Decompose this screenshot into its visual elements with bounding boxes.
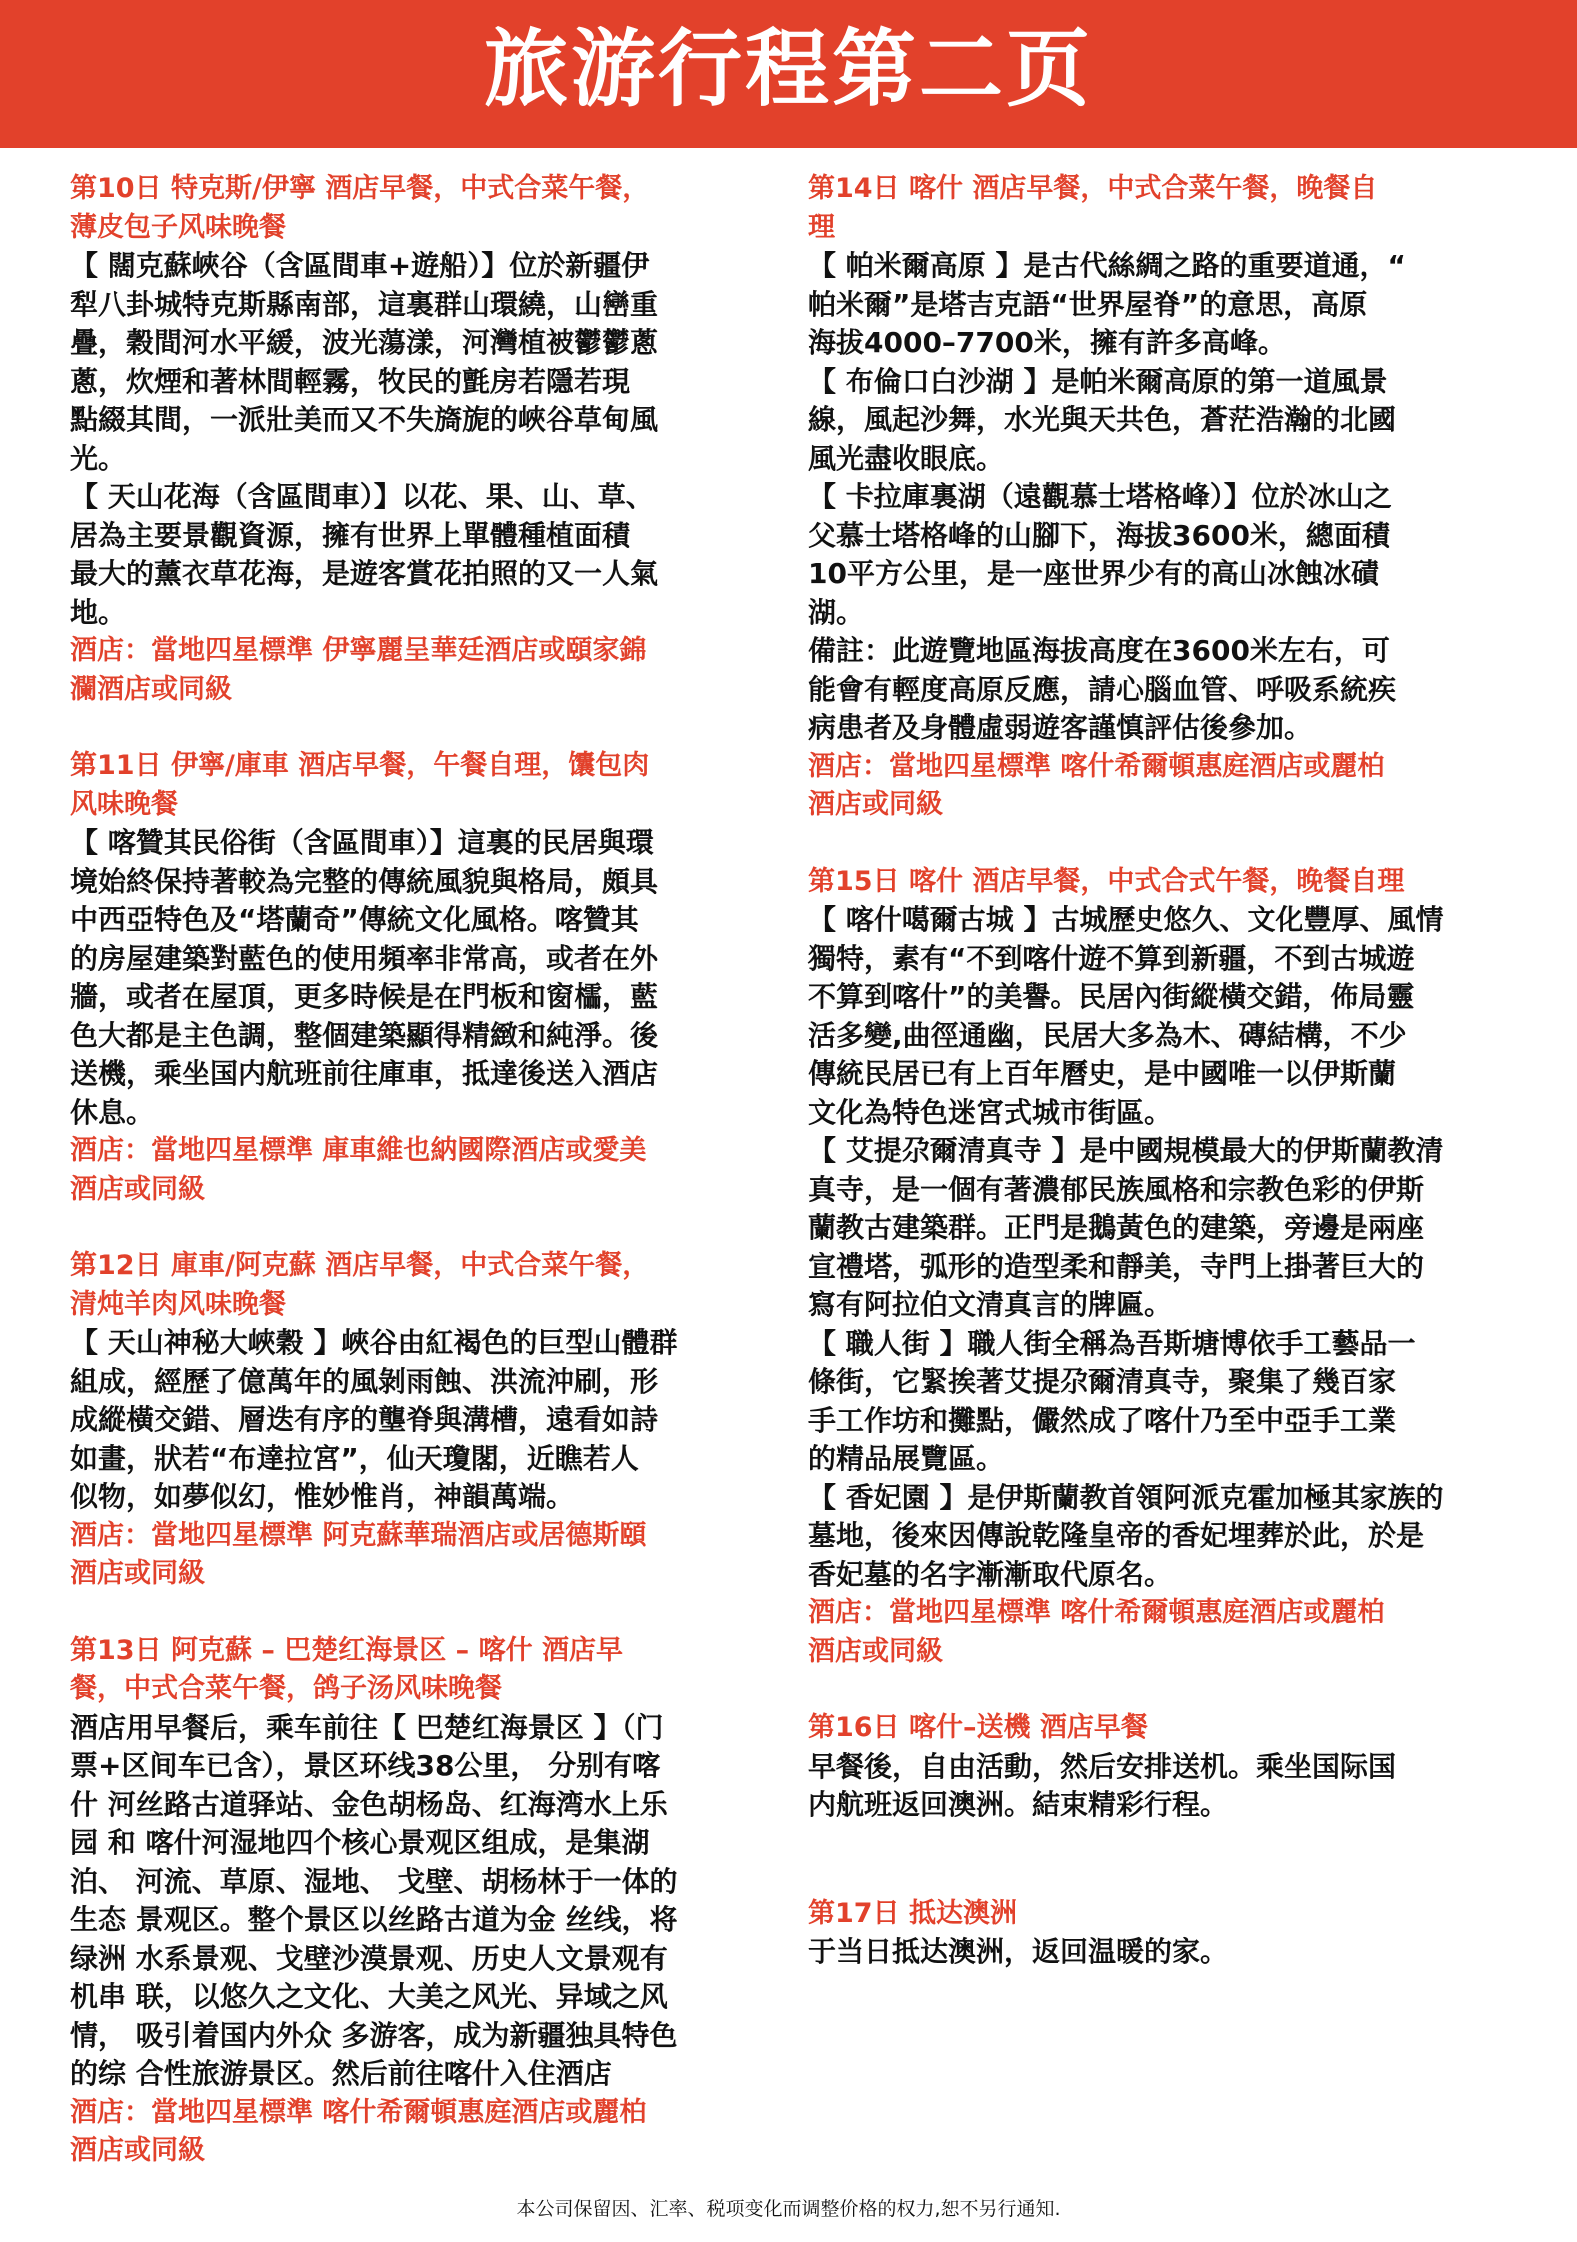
day-10-hotel: 酒店：當地四星標準 伊寧麗呈華廷酒店或頤家錦 瀾酒店或同級 [70,635,647,705]
day-14-para-4: 備註：此遊覽地區海拔高度在3600米左右，可 能會有輕度高原反應，請心腦血管、呼吸系統疾 病患者及身體虛弱遊客謹慎評估後參加。 [808,634,1397,744]
day-10-para-1: 【 闊克蘇峽谷（含區間車+遊船）】位於新疆伊 犁八卦城特克斯縣南部，這裏群山環繞，山巒重 疊，穀間河水平緩，波光蕩漾，河灣植被鬱鬱蔥 蔥，炊煙和著林間輕霧，牧民的氈房若隱若現 點綴其間，一派壯美而又不失旖旎的峽谷草甸風 光。 [70,249,659,475]
day-14-para-1: 【 帕米爾高原 】是古代絲綢之路的重要道通，“ 帕米爾”是塔吉克語“世界屋脊”的意思，高原 海拔4000–7700米，擁有許多高峰。 [808,249,1406,359]
day-15-para-4: 【 香妃園 】是伊斯蘭教首領阿派克霍加極其家族的 墓地，後來因傳說乾隆皇帝的香妃埋葬於此，於是 香妃墓的名字漸漸取代原名。 [808,1480,1444,1591]
day-12-heading: 第12日 庫車/阿克蘇 酒店早餐，中式合菜午餐， 清炖羊肉风味晚餐 [70,1250,650,1320]
day-15-heading: 第15日 喀什 酒店早餐，中式合式午餐，晚餐自理 [808,865,1405,897]
day-15-hotel: 酒店：當地四星標準 喀什希爾頓惠庭酒店或麗柏 酒店或同級 [808,1597,1385,1667]
day-12-hotel: 酒店：當地四星標準 阿克蘇華瑞酒店或居德斯頤 酒店或同級 [70,1519,647,1589]
day-15-para-2: 【 艾提尕爾清真寺 】是中國規模最大的伊斯蘭教清 真寺，是一個有著濃郁民族風格和宗教色彩的伊斯 蘭教古建築群。正門是鵝黃色的建築，旁邊是兩座 宣禮塔，弧形的造型柔和靜美，寺門上掛著巨大的 寫有阿拉伯文清真言的牌匾。 [808,1134,1444,1321]
day-17-para-1: 于当日抵达澳洲，返回温暖的家。 [808,1935,1229,1968]
page-title: 旅游行程第二页 [483,20,1093,118]
day-11-para-1: 【 喀贊其民俗街（含區間車）】這裏的民居與環 境始終保持著較為完整的傳統風貌與格局，頗具 中西亞特色及“塔蘭奇”傳統文化風格。喀贊其 的房屋建築對藍色的使用頻率非常高，或者在外 牆，或者在屋頂，更多時候是在門板和窗櫺，藍 色大都是主色調，整個建築顯得精緻和純淨。後 送機，乘坐国内航班前往庫車，抵達後送入酒店 休息。 [70,826,659,1129]
day-15-para-3: 【 職人街 】職人街全稱為吾斯塘博依手工藝品一 條街，它緊挨著艾提尕爾清真寺，聚集了幾百家 手工作坊和攤點，儼然成了喀什乃至中亞手工業 的精品展覽區。 [808,1326,1416,1475]
day-10-section [70,170,770,709]
day-15-para-1: 【 喀什噶爾古城 】古城歷史悠久、文化豐厚、風情 獨特，素有“不到喀什遊不算到新疆，不到古城遊 不算到喀什”的美譽。民居內街縱橫交錯，佈局靈 活多變,曲徑通幽，民居大多為木、磚結構，不少 傳統民居已有上百年曆史，是中國唯一以伊斯蘭 文化為特色迷宮式城市街區。 [808,903,1444,1129]
day-16-para-1: 早餐後，自由活動，然后安排送机。乘坐国际国 内航班返回澳洲。結束精彩行程。 [808,1749,1397,1821]
left-column [70,170,770,2209]
day-14-section [808,170,1514,825]
day-14-para-3: 【 卡拉庫裏湖（遠觀慕士塔格峰）】位於冰山之 父慕士塔格峰的山腳下，海拔3600米，總面積 10平方公里，是一座世界少有的高山冰蝕冰磧 湖。 [808,480,1392,629]
day-13-heading: 第13日 阿克蘇 – 巴楚红海景区 – 喀什 酒店早 餐，中式合菜午餐，鸽子汤风味晚餐 [70,1634,623,1704]
day-14-heading: 第14日 喀什 酒店早餐，中式合菜午餐，晚餐自 理 [808,173,1378,243]
day-16-section [808,1709,1514,1825]
title-banner [0,0,1577,148]
right-column [808,170,1514,2010]
day-13-para-1: 酒店用早餐后，乘车前往【 巴楚红海景区 】（门 票+区间车已含），景区环线38公里， 分别有喀 什 河丝路古道驿站、金色胡杨岛、红海湾水上乐 园 和 喀什河湿地四个核心景观区组成，是集湖 泊、 河流、草原、湿地、 戈壁、胡杨林于一体的 生态 景观区。整个景区以丝路古道为金 丝线，将 绿洲 水系景观、戈壁沙漠景观、历史人文景观有 机串 联，以悠久之文化、大美之风光、异域之风 情， 吸引着国内外众 多游客，成为新疆独具特色 的综 合性旅游景区。然后前往喀什入住酒店 [70,1710,678,2090]
day-11-heading: 第11日 伊寧/庫車 酒店早餐，午餐自理，馕包肉 风味晚餐 [70,750,650,820]
day-15-section [808,863,1514,1672]
day-10-para-2: 【 天山花海（含區間車）】以花、果、山、草、 居為主要景觀資源，擁有世界上單體種植面積 最大的薰衣草花海，是遊客賞花拍照的又一人氣 地。 [70,480,659,629]
day-11-hotel: 酒店：當地四星標準 庫車維也納國際酒店或愛美 酒店或同級 [70,1135,647,1205]
day-12-para-1: 【 天山神秘大峽穀 】峽谷由紅褐色的巨型山體群 組成，經歷了億萬年的風剝雨蝕、洪流沖刷，形 成縱橫交錯、層迭有序的壟脊與溝槽，遠看如詩 如畫，狀若“布達拉宮”，仙天瓊閣，近瞧若人 似物，如夢似幻，惟妙惟肖，神韻萬端。 [70,1326,678,1513]
day-14-para-2: 【 布倫口白沙湖 】是帕米爾高原的第一道風景 線，風起沙舞，水光與天共色，蒼茫浩瀚的北國 風光盡收眼底。 [808,364,1397,475]
day-17-heading: 第17日 抵达澳洲 [808,1897,1017,1929]
day-13-section [70,1632,770,2171]
day-10-heading: 第10日 特克斯/伊寧 酒店早餐，中式合菜午餐， 薄皮包子风味晚餐 [70,173,650,243]
footer-note: 本公司保留因、汇率、税项变化而调整价格的权力,恕不另行通知. [516,2198,1061,2220]
day-16-heading: 第16日 喀什–送機 酒店早餐 [808,1712,1148,1743]
day-13-hotel: 酒店：當地四星標準 喀什希爾頓惠庭酒店或麗柏 酒店或同級 [70,2096,647,2166]
day-17-section [808,1895,1514,1972]
day-11-section [70,747,770,1209]
day-12-section [70,1247,770,1594]
day-14-hotel: 酒店：當地四星標準 喀什希爾頓惠庭酒店或麗柏 酒店或同級 [808,750,1385,820]
